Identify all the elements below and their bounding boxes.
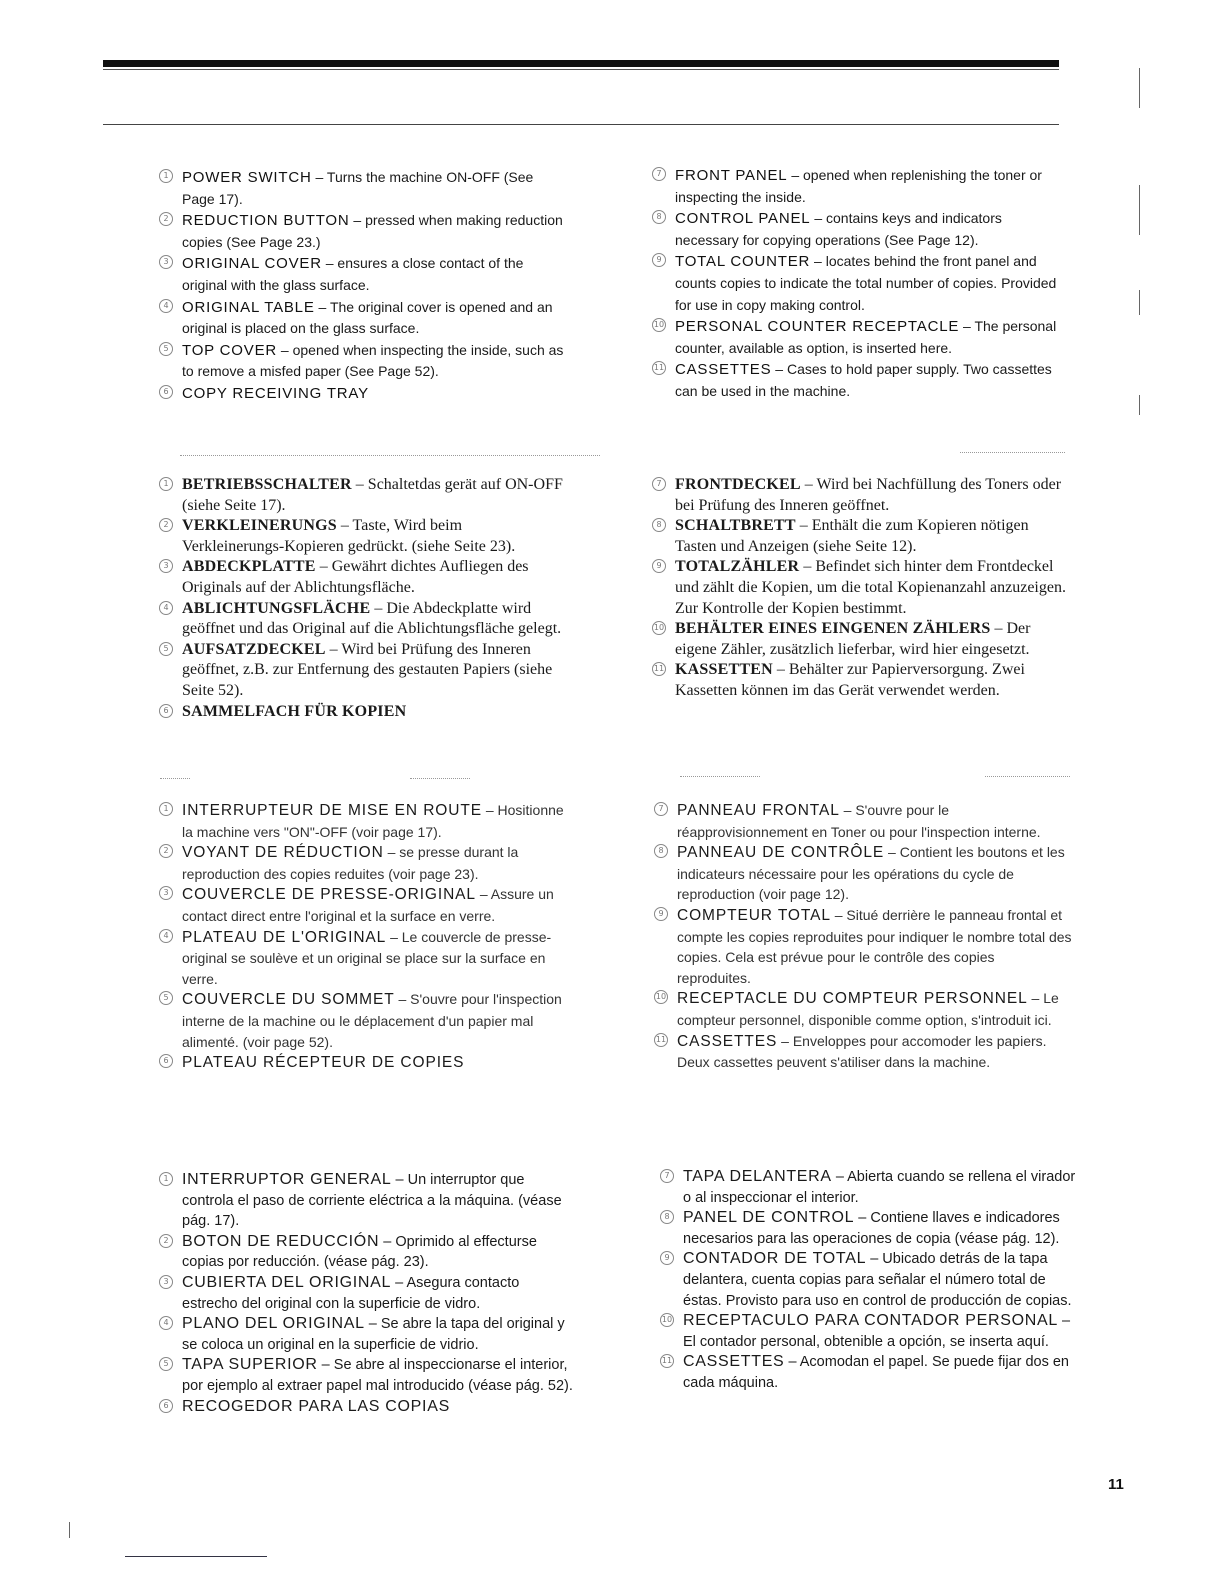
- item-term: RECEPTACLE DU COMPTEUR PERSONNEL: [677, 990, 1028, 1008]
- legend-item: [159, 1052, 571, 1074]
- legend-item: [654, 842, 1072, 905]
- legend-item: [652, 316, 1066, 359]
- item-number: 5: [159, 1357, 173, 1371]
- item-number: 4: [159, 929, 173, 943]
- legend-item: [652, 516, 1066, 557]
- item-number: 8: [654, 844, 668, 858]
- item-number: 7: [652, 477, 666, 491]
- item-number: 7: [652, 167, 666, 181]
- item-number: 10: [652, 318, 666, 332]
- item-description: – Contiene llaves e indicadores necesarios para las operaciones de copia (véase pág. 12).: [683, 1210, 1060, 1247]
- item-number: 11: [652, 361, 666, 375]
- item-term: COPY RECEIVING TRAY: [182, 384, 369, 402]
- item-description: – Acomodan el papel. Se puede fijar dos en cada máquina.: [683, 1354, 1069, 1391]
- item-term: COMPTEUR TOTAL: [677, 906, 831, 924]
- item-description: – Enveloppes pour accomoder les papiers. Deux cassettes peuvent s'atiliser dans la machine.: [677, 1032, 1047, 1071]
- legend-item: [159, 884, 571, 926]
- item-term: CASSETTES: [677, 1032, 778, 1050]
- item-description: – Se abre al inspeccionarse el interior, por ejemplo al extraer papel mal introducido (véase pág. 52).: [182, 1357, 573, 1394]
- section-de-right: [652, 475, 1066, 702]
- legend-item: [159, 927, 571, 990]
- item-description: – Contient les boutons et les indicateurs nécessaire pour les opérations du cycle de reproduction (voir page 12).: [677, 844, 1065, 903]
- item-description: – Turns the machine ON-OFF (See Page 17).: [182, 169, 534, 207]
- section-fr-right: [654, 800, 1072, 1073]
- item-number: 6: [159, 704, 173, 718]
- legend-item: [652, 165, 1066, 208]
- item-description: – Oprimido al effecturse copias por reducción. (véase pág. 23).: [182, 1233, 537, 1271]
- section-divider: [410, 778, 470, 779]
- legend-item: [652, 660, 1066, 701]
- item-description: – Der eigene Zähler, zusätzlich lieferbar, wird hier eingesetzt.: [675, 620, 1031, 658]
- item-number: 3: [159, 559, 173, 573]
- item-number: 2: [159, 844, 173, 858]
- item-number: 2: [159, 518, 173, 532]
- item-number: 2: [159, 1234, 173, 1248]
- item-term: PLATEAU DE L'ORIGINAL: [182, 928, 387, 946]
- item-term: PANEL DE CONTROL: [683, 1209, 855, 1227]
- item-description: – Cases to hold paper supply. Two cassettes can be used in the machine.: [675, 361, 1052, 399]
- item-description: – Die Abdeckplatte wird geöffnet und das Original auf die Ablichtungsfläche gelegt.: [182, 599, 562, 638]
- item-term: BETRIEBSSCHALTER: [182, 476, 352, 493]
- item-term: INTERRUPTEUR DE MISE EN ROUTE: [182, 802, 482, 819]
- item-term: CUBIERTA DEL ORIGINAL: [182, 1273, 392, 1291]
- legend-item: [159, 1273, 573, 1314]
- item-description: – The original cover is opened and an original is placed on the glass surface.: [182, 298, 553, 337]
- item-number: 6: [159, 385, 173, 399]
- item-number: 3: [159, 255, 173, 269]
- section-fr-left: [159, 800, 571, 1074]
- item-number: 3: [159, 886, 173, 900]
- item-term: BEHÄLTER EINES EINGENEN ZÄHLERS: [675, 620, 991, 638]
- item-number: 5: [159, 991, 173, 1005]
- item-description: – contains keys and indicators necessary for copying operations (See Page 12).: [675, 210, 1002, 248]
- item-term: COUVERCLE DU SOMMET: [182, 991, 395, 1009]
- item-number: 7: [660, 1169, 674, 1183]
- item-term: CONTADOR DE TOTAL: [683, 1250, 867, 1268]
- item-term: TAPA SUPERIOR: [182, 1356, 318, 1374]
- legend-item: [654, 800, 1072, 842]
- item-term: VOYANT DE RÉDUCTION: [182, 844, 384, 862]
- legend-item: [652, 208, 1066, 251]
- item-term: ORIGINAL TABLE: [182, 298, 315, 316]
- margin-mark: [1139, 290, 1140, 315]
- legend-item: [159, 989, 571, 1052]
- item-description: – Behälter zur Papierversorgung. Zwei Kassetten können im das Gerät verwendet werden.: [675, 661, 1025, 699]
- section-divider: [680, 776, 760, 777]
- section-en-left: [159, 167, 565, 405]
- section-es-left: [159, 1170, 573, 1417]
- item-number: 8: [652, 518, 666, 532]
- legend-item: [159, 1355, 573, 1396]
- section-divider: [960, 452, 1065, 453]
- item-description: – Abierta cuando se rellena el virador o al inspeccionar el interior.: [683, 1169, 1076, 1206]
- legend-item: [159, 297, 565, 340]
- item-description: – Wird bei Nachfüllung des Toners oder bei Prüfung des Inneren geöffnet.: [675, 476, 1062, 514]
- legend-item: [660, 1311, 1076, 1352]
- item-number: 3: [159, 1275, 173, 1289]
- item-term: CASSETTES: [683, 1353, 785, 1371]
- item-term: AUFSATZDECKEL: [182, 640, 326, 658]
- margin-mark: [1139, 185, 1140, 235]
- header-rule-lower: [103, 124, 1059, 125]
- legend-item: [159, 640, 565, 702]
- item-term: FRONTDECKEL: [675, 476, 801, 493]
- legend-item: [159, 167, 565, 210]
- margin-mark: [1139, 395, 1140, 415]
- item-term: ABDECKPLATTE: [182, 558, 316, 576]
- item-term: PLATEAU RÉCEPTEUR DE COPIES: [182, 1054, 465, 1072]
- item-number: 6: [159, 1399, 173, 1413]
- legend-item: [159, 1170, 573, 1232]
- item-term: REDUCTION BUTTON: [182, 212, 350, 230]
- legend-item: [159, 1314, 573, 1355]
- item-description: – locates behind the front panel and counts copies to indicate the total number of copies. Provided for use in copy making control.: [675, 253, 1057, 313]
- item-description: – S'ouvre pour l'inspection interne de la machine ou le déplacement d'un papier mal alimenté. (voir page 52).: [182, 991, 562, 1050]
- item-description: – Le compteur personnel, disponible comme option, s'introduit ici.: [677, 990, 1059, 1028]
- item-number: 8: [652, 210, 666, 224]
- legend-item: [159, 842, 571, 884]
- legend-item: [660, 1208, 1076, 1249]
- item-term: TAPA DELANTERA: [683, 1168, 832, 1185]
- item-term: ABLICHTUNGSFLÄCHE: [182, 599, 371, 617]
- item-term: PANNEAU FRONTAL: [677, 802, 840, 819]
- item-term: ORIGINAL COVER: [182, 255, 322, 273]
- item-number: 8: [660, 1210, 674, 1224]
- legend-item: [660, 1352, 1076, 1393]
- legend-item: [159, 383, 565, 405]
- item-term: FRONT PANEL: [675, 167, 788, 184]
- legend-item: [660, 1167, 1076, 1208]
- item-description: – Situé derrière le panneau frontal et compte les copies reproduites pour indiquer le nombre total des copies. Cela est prévue pour le contrôle des copies reproduites.: [677, 906, 1072, 986]
- legend-item: [654, 905, 1072, 988]
- legend-item: [159, 253, 565, 296]
- section-de-left: [159, 475, 565, 722]
- legend-item: [159, 1397, 573, 1418]
- legend-item: [159, 475, 565, 516]
- item-term: SAMMELFACH FÜR KOPIEN: [182, 702, 407, 720]
- item-description: – Befindet sich hinter dem Frontdeckel und zählt die Kopien, um die total Kopienanzahl anzuzeigen. Zur Kontrolle der Kopien bestimmt.: [675, 558, 1066, 617]
- item-term: VERKLEINERUNGS: [182, 517, 337, 535]
- legend-item: [652, 251, 1066, 316]
- item-number: 1: [159, 1172, 173, 1186]
- item-term: CASSETTES: [675, 361, 772, 379]
- legend-item: [654, 988, 1072, 1030]
- item-term: KASSETTEN: [675, 661, 773, 679]
- item-description: – Ubicado detrás de la tapa delantera, cuenta copias para señalar el número total de éstas. Provisto para uso en control de producción de copias.: [683, 1251, 1072, 1309]
- legend-item: [652, 475, 1066, 516]
- item-number: 10: [652, 621, 666, 635]
- item-number: 10: [660, 1313, 674, 1327]
- item-description: – S'ouvre pour le réapprovisionnement en Toner ou pour l'inspection interne.: [677, 802, 1041, 840]
- page-number: 11: [1108, 1476, 1124, 1493]
- item-description: – Un interruptor que controla el paso de corriente eléctrica a la máquina. (véase pág. 17).: [182, 1172, 562, 1230]
- item-number: 5: [159, 642, 173, 656]
- item-number: 10: [654, 990, 668, 1004]
- legend-item: [654, 1031, 1072, 1073]
- item-term: RECEPTACULO PARA CONTADOR PERSONAL: [683, 1312, 1058, 1330]
- legend-item: [159, 210, 565, 253]
- item-number: 9: [652, 253, 666, 267]
- item-description: – se presse durant la reproduction des copies reduites (voir page 23).: [182, 844, 519, 882]
- item-number: 11: [660, 1354, 674, 1368]
- item-number: 11: [652, 662, 666, 676]
- item-term: PLANO DEL ORIGINAL: [182, 1315, 365, 1333]
- margin-mark: [1139, 68, 1140, 108]
- item-description: – pressed when making reduction copies (See Page 23.): [182, 212, 563, 250]
- item-number: 2: [159, 212, 173, 226]
- item-term: BOTON DE REDUCCIÓN: [182, 1232, 380, 1250]
- legend-item: [159, 599, 565, 640]
- item-description: – Gewährt dichtes Aufliegen des Originals auf der Ablichtungsfläche.: [182, 558, 529, 596]
- legend-item: [159, 1232, 573, 1273]
- item-number: 4: [159, 299, 173, 313]
- item-description: – opened when replenishing the toner or inspecting the inside.: [675, 167, 1042, 205]
- item-term: RECOGEDOR PARA LAS COPIAS: [182, 1397, 450, 1415]
- item-number: 5: [159, 342, 173, 356]
- item-term: PERSONAL COUNTER RECEPTACLE: [675, 318, 960, 336]
- item-term: POWER SWITCH: [182, 169, 312, 186]
- legend-item: [159, 702, 565, 723]
- item-description: – Hositionne la machine vers "ON"-OFF (voir page 17).: [182, 802, 564, 840]
- item-description: – ensures a close contact of the original with the glass surface.: [182, 255, 524, 293]
- legend-item: [652, 359, 1066, 402]
- item-description: – Schaltetdas gerät auf ON-OFF (siehe Seite 17).: [182, 476, 563, 514]
- item-number: 7: [654, 802, 668, 816]
- item-description: – Asegura contacto estrecho del original con la superficie de vidro.: [182, 1274, 520, 1312]
- item-number: 6: [159, 1054, 173, 1068]
- legend-item: [660, 1249, 1076, 1311]
- legend-item: [159, 340, 565, 383]
- item-number: 9: [654, 907, 668, 921]
- item-description: – Assure un contact direct entre l'original et la surface en verre.: [182, 886, 554, 924]
- item-number: 4: [159, 1316, 173, 1330]
- header-rule-thin: [103, 69, 1059, 70]
- item-description: – Le couvercle de presse-original se soulève et un original se place sur la surface en verre.: [182, 928, 552, 987]
- section-es-right: [660, 1167, 1076, 1394]
- item-term: SCHALTBRETT: [675, 517, 796, 535]
- item-number: 1: [159, 802, 173, 816]
- item-term: TOP COVER: [182, 341, 278, 359]
- item-term: COUVERCLE DE PRESSE-ORIGINAL: [182, 886, 476, 904]
- item-number: 9: [652, 559, 666, 573]
- legend-item: [652, 557, 1066, 619]
- margin-mark: [69, 1522, 70, 1538]
- section-divider: [180, 455, 600, 456]
- item-term: TOTAL COUNTER: [675, 253, 811, 271]
- item-number: 4: [159, 601, 173, 615]
- header-rule-thick: [103, 60, 1059, 67]
- footer-rule: [125, 1556, 267, 1557]
- item-number: 11: [654, 1033, 668, 1047]
- item-term: TOTALZÄHLER: [675, 558, 800, 576]
- item-description: – El contador personal, obtenible a opción, se inserta aquí.: [683, 1313, 1071, 1350]
- legend-item: [159, 557, 565, 598]
- item-number: 9: [660, 1251, 674, 1265]
- item-description: – Wird bei Prüfung des Inneren geöffnet, z.B. zur Entfernung des gestauten Papiers (siehe Seite 52).: [182, 640, 553, 699]
- section-divider: [160, 778, 190, 779]
- item-description: – Taste, Wird beim Verkleinerungs-Kopieren gedrückt. (siehe Seite 23).: [182, 517, 516, 555]
- legend-item: [159, 800, 571, 842]
- item-description: – The personal counter, available as option, is inserted here.: [675, 318, 1057, 356]
- item-description: – Enthält die zum Kopieren nötigen Tasten und Anzeigen (siehe Seite 12).: [675, 517, 1029, 555]
- section-divider: [985, 776, 1070, 777]
- item-term: CONTROL PANEL: [675, 210, 811, 228]
- item-description: – opened when inspecting the inside, such as to remove a misfed paper (See Page 52).: [182, 341, 564, 380]
- item-term: PANNEAU DE CONTRÔLE: [677, 844, 885, 862]
- item-number: 1: [159, 477, 173, 491]
- item-description: – Se abre la tapa del original y se coloca un original en la superficie de vidrio.: [182, 1316, 565, 1353]
- item-term: INTERRUPTOR GENERAL: [182, 1171, 392, 1188]
- legend-item: [652, 619, 1066, 660]
- legend-item: [159, 516, 565, 557]
- item-number: 1: [159, 169, 173, 183]
- section-en-right: [652, 165, 1066, 403]
